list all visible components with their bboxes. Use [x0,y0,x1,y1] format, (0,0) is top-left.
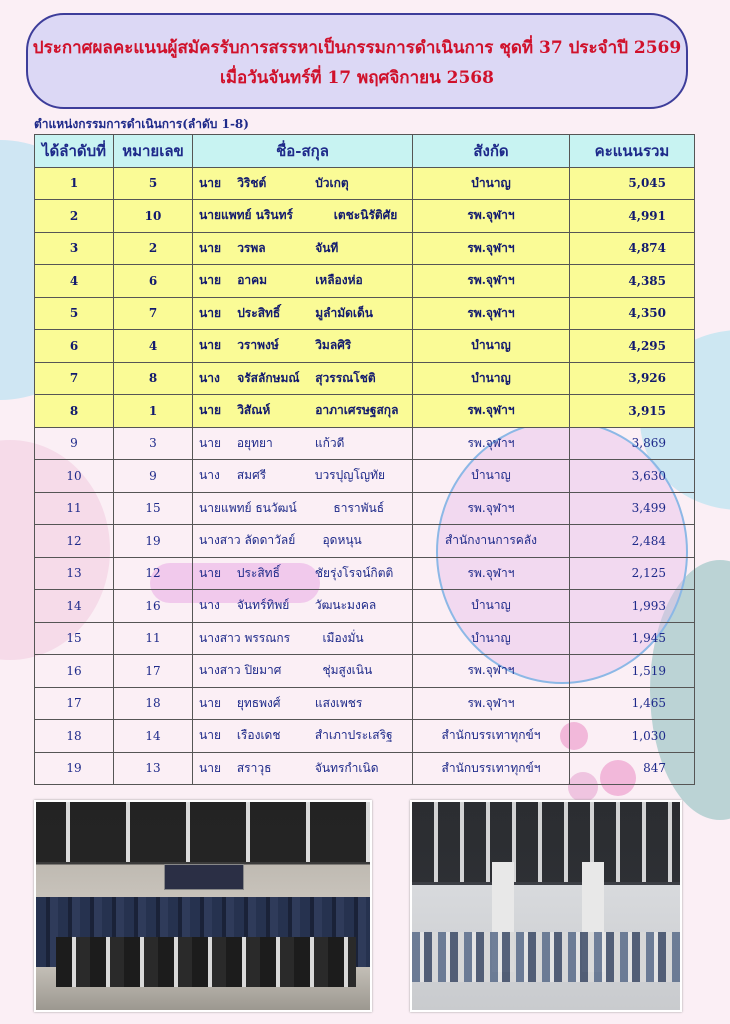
cell-number: 9 [114,460,193,493]
cell-affiliation: บำนาญ [413,622,570,655]
cell-score: 2,125 [570,557,695,590]
first-name: อาคม [237,273,268,288]
cell-number: 16 [114,590,193,623]
name-prefix: นาย [199,273,221,288]
cell-score: 4,295 [570,330,695,363]
name-prefix: นายแพทย์ [199,500,252,515]
table-row [35,557,695,590]
cell-name [193,265,413,298]
name-prefix: นาง [199,370,220,385]
cell-score: 1,030 [570,720,695,753]
cell-rank: 13 [35,557,114,590]
first-name: วิสัณห์ [237,403,271,418]
photo-banner [164,864,244,890]
cell-affiliation: บำนาญ [413,362,570,395]
cell-number: 7 [114,297,193,330]
cell-name [193,395,413,428]
cell-name [193,655,413,688]
last-name: บัวเกตุ [315,175,349,190]
cell-rank: 7 [35,362,114,395]
table-header-row [35,135,695,168]
name-prefix: นาย [199,305,221,320]
announcement-title-box [26,13,688,109]
first-name: วิริชต์ [237,175,267,190]
cell-number: 1 [114,395,193,428]
cell-rank: 17 [35,687,114,720]
cell-number: 19 [114,525,193,558]
table-row [35,752,695,785]
first-name: จันทร์ทิพย์ [236,598,290,613]
first-name: ประสิทธิ์ [236,565,280,580]
cell-affiliation: รพ.จุฬาฯ [413,200,570,233]
cell-number: 13 [114,752,193,785]
last-name: สุวรรณโชติ [315,370,376,385]
name-prefix: นายแพทย์ [199,208,252,223]
name-prefix: นางสาว [199,533,241,548]
cell-score: 1,465 [570,687,695,720]
cell-number: 11 [114,622,193,655]
name-prefix: นาย [199,695,221,710]
last-name: เตชะนิรัติศัย [333,208,398,223]
table-row [35,330,695,363]
title-line-2: เมื่อวันจันทร์ที่ 17 พฤศจิกายน 2568 [220,68,494,88]
cell-name [193,297,413,330]
group-photo [34,800,372,1012]
first-name: ปิยมาศ [244,663,282,678]
first-name: ธนวัฒน์ [255,500,297,515]
table-row [35,460,695,493]
cell-affiliation: รพ.จุฬาฯ [413,557,570,590]
last-name: จันที [315,240,339,255]
table-row [35,362,695,395]
cell-affiliation: บำนาญ [413,460,570,493]
event-hall-photo [410,800,682,1012]
cell-affiliation: รพ.จุฬาฯ [413,265,570,298]
table-row [35,200,695,233]
cell-score: 3,926 [570,362,695,395]
cell-score: 3,869 [570,427,695,460]
cell-affiliation: บำนาญ [413,330,570,363]
name-prefix: นาย [199,240,221,255]
first-name: นรินทร์ [255,208,293,223]
cell-rank: 3 [35,232,114,265]
title-line-1: ประกาศผลคะแนนผู้สมัครรับการสรรหาเป็นกรรมการดำเนินการ ชุดที่ 37 ประจำปี 2569 [32,38,682,58]
photo-people-front [56,937,356,987]
last-name: อุดหนุน [322,533,362,548]
cell-name [193,167,413,200]
cell-affiliation: สำนักบรรเทาทุกข์ฯ [413,720,570,753]
cell-score: 1,993 [570,590,695,623]
cell-score: 4,991 [570,200,695,233]
table-row [35,427,695,460]
cell-name [193,232,413,265]
cell-number: 5 [114,167,193,200]
table-row [35,590,695,623]
cell-score: 4,874 [570,232,695,265]
photo-hall-crowd [412,932,680,982]
cell-name [193,752,413,785]
first-name: วรพล [237,240,266,255]
cell-score: 3,630 [570,460,695,493]
first-name: ประสิทธิ์ [237,305,281,320]
table-row [35,167,695,200]
name-prefix: นาง [199,468,220,483]
cell-affiliation: รพ.จุฬาฯ [413,232,570,265]
last-name: บวรปุญโญทัย [314,468,386,483]
cell-number: 17 [114,655,193,688]
table-row [35,232,695,265]
column-header-affiliation: สังกัด [413,135,570,168]
first-name: พรรณกร [244,630,291,645]
cell-name [193,687,413,720]
last-name: แสงเพชร [314,695,363,710]
table-row [35,525,695,558]
last-name: เมืองมั่น [322,630,364,645]
table-row [35,265,695,298]
cell-affiliation: บำนาญ [413,167,570,200]
photo-ceiling [36,802,370,862]
name-prefix: นาย [199,175,221,190]
cell-affiliation: สำนักบรรเทาทุกข์ฯ [413,752,570,785]
name-prefix: นาย [199,760,221,775]
table-row [35,622,695,655]
cell-name [193,460,413,493]
results-table [34,134,695,785]
name-prefix: นาย [199,338,221,353]
first-name: วราพงษ์ [237,338,279,353]
cell-rank: 19 [35,752,114,785]
cell-rank: 10 [35,460,114,493]
cell-affiliation: รพ.จุฬาฯ [413,297,570,330]
cell-number: 2 [114,232,193,265]
first-name: สมศรี [236,468,267,483]
name-prefix: นาย [199,728,221,743]
first-name: ลัดดาวัลย์ [244,533,296,548]
cell-affiliation: รพ.จุฬาฯ [413,427,570,460]
cell-rank: 5 [35,297,114,330]
cell-score: 4,350 [570,297,695,330]
column-header-name: ชื่อ-สกุล [193,135,413,168]
column-header-rank: ได้ลำดับที่ [35,135,114,168]
table-row [35,720,695,753]
cell-number: 4 [114,330,193,363]
cell-affiliation: รพ.จุฬาฯ [413,655,570,688]
cell-name [193,492,413,525]
cell-score: 5,045 [570,167,695,200]
cell-affiliation: บำนาญ [413,590,570,623]
last-name: วิมลศิริ [315,338,352,353]
cell-score: 1,519 [570,655,695,688]
name-prefix: นาง [199,598,220,613]
column-header-number: หมายเลข [114,135,193,168]
cell-score: 3,915 [570,395,695,428]
last-name: เหลืองห่อ [315,273,363,288]
cell-score: 4,385 [570,265,695,298]
last-name: อาภาเศรษฐสกุล [315,403,399,418]
last-name: แก้วดี [314,435,345,450]
cell-affiliation: สำนักงานการคลัง [413,525,570,558]
last-name: วัฒนะมงคล [314,598,377,613]
table-row [35,655,695,688]
first-name: ยุทธพงศ์ [236,695,281,710]
last-name: ชุ่มสูงเนิน [322,663,373,678]
cell-name [193,330,413,363]
cell-rank: 16 [35,655,114,688]
first-name: เรืองเดช [236,728,281,743]
cell-name [193,557,413,590]
name-prefix: นางสาว [199,630,241,645]
cell-number: 12 [114,557,193,590]
first-name: สราวุธ [236,760,272,775]
table-row [35,687,695,720]
name-prefix: นาย [199,403,221,418]
cell-score: 1,945 [570,622,695,655]
cell-score: 3,499 [570,492,695,525]
last-name: สำเภาประเสริฐ [314,728,393,743]
cell-affiliation: รพ.จุฬาฯ [413,492,570,525]
first-name: อยุทยา [236,435,273,450]
cell-rank: 4 [35,265,114,298]
cell-number: 8 [114,362,193,395]
cell-score: 847 [570,752,695,785]
cell-rank: 18 [35,720,114,753]
name-prefix: นาย [199,565,221,580]
cell-number: 3 [114,427,193,460]
cell-name [193,427,413,460]
name-prefix: นาย [199,435,221,450]
cell-number: 18 [114,687,193,720]
cell-rank: 14 [35,590,114,623]
table-row [35,395,695,428]
last-name: ธาราพันธ์ [333,500,385,515]
cell-name [193,590,413,623]
cell-score: 2,484 [570,525,695,558]
cell-number: 14 [114,720,193,753]
cell-rank: 12 [35,525,114,558]
cell-affiliation: รพ.จุฬาฯ [413,687,570,720]
last-name: ชัยรุ่งโรจน์กิตติ [314,565,394,580]
name-prefix: นางสาว [199,663,241,678]
table-row [35,297,695,330]
cell-rank: 11 [35,492,114,525]
cell-name [193,525,413,558]
cell-number: 6 [114,265,193,298]
cell-rank: 9 [35,427,114,460]
cell-rank: 1 [35,167,114,200]
cell-rank: 8 [35,395,114,428]
last-name: มูลำมัดเด็น [315,305,373,320]
cell-number: 15 [114,492,193,525]
cell-name [193,720,413,753]
last-name: จันทรกำเนิด [314,760,379,775]
table-row [35,492,695,525]
cell-number: 10 [114,200,193,233]
cell-rank: 6 [35,330,114,363]
cell-name [193,200,413,233]
first-name: จรัสลักษมณ์ [237,370,300,385]
cell-rank: 15 [35,622,114,655]
cell-rank: 2 [35,200,114,233]
photo-hall-ceiling [412,802,680,882]
cell-name [193,622,413,655]
column-header-score: คะแนนรวม [570,135,695,168]
cell-affiliation: รพ.จุฬาฯ [413,395,570,428]
cell-name [193,362,413,395]
section-label: ตำแหน่งกรรมการดำเนินการ(ลำดับ 1-8) [34,117,249,131]
